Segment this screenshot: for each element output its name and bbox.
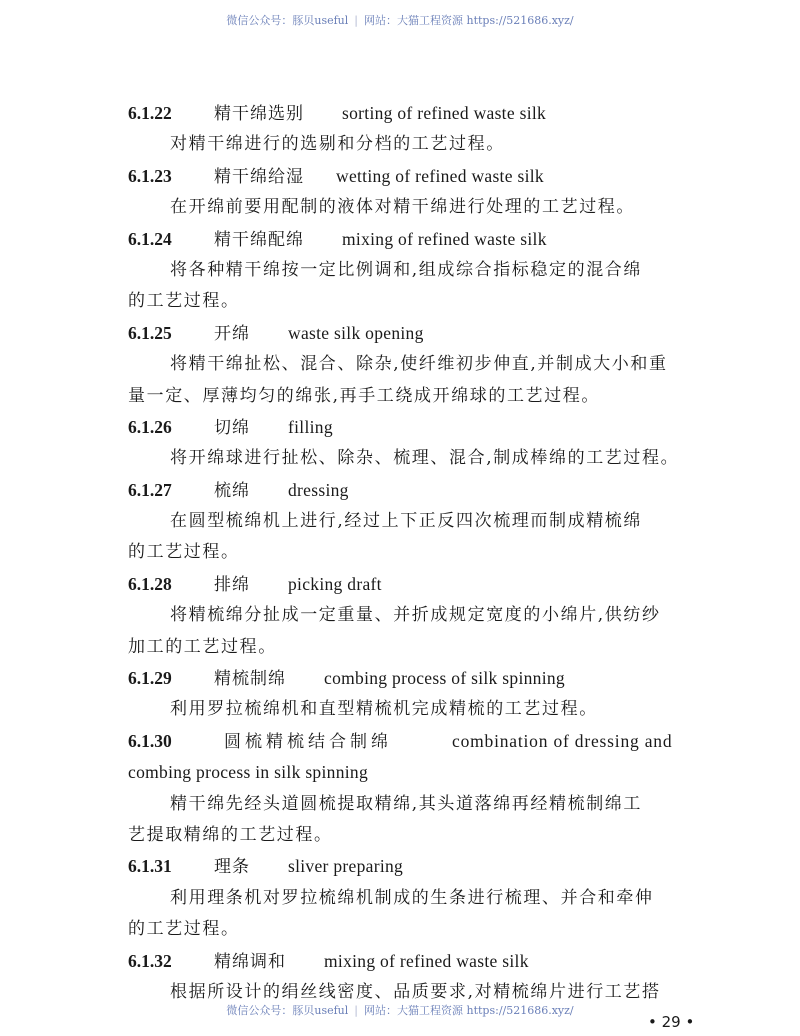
term-heading xyxy=(128,946,718,977)
watermark-wechat: 微信公众号：豚贝useful xyxy=(226,1004,349,1017)
term-heading-cont xyxy=(128,757,718,788)
term-number: 6.1.23 xyxy=(128,165,172,186)
term-heading xyxy=(128,412,718,443)
term-number: 6.1.25 xyxy=(128,322,172,343)
term-definition-cont: 的工艺过程。 xyxy=(128,291,240,312)
term-english: sliver preparing xyxy=(288,856,404,877)
term-number: 6.1.24 xyxy=(128,228,172,249)
term-definition: 将开绵球进行扯松、除杂、梳理、混合,制成棒绵的工艺过程。 xyxy=(170,448,680,469)
watermark-top xyxy=(0,12,800,28)
watermark-separator: | xyxy=(354,14,358,27)
term-definition: 将各种精干绵按一定比例调和,组成综合指标稳定的混合绵 xyxy=(170,259,643,280)
term-number: 6.1.22 xyxy=(128,103,172,123)
term-number: 6.1.28 xyxy=(128,573,172,594)
term-heading xyxy=(128,475,718,506)
term-heading xyxy=(128,663,718,694)
term-definition-cont: 量一定、厚薄均匀的绵张,再手工绕成开绵球的工艺过程。 xyxy=(128,385,601,406)
term-english: dressing xyxy=(288,479,349,500)
term-chinese: 精绵调和 xyxy=(214,951,286,972)
watermark-site: 网站：大猫工程资源 https://521686.xyz/ xyxy=(364,1004,574,1017)
term-number: 6.1.26 xyxy=(128,416,172,437)
term-number: 6.1.27 xyxy=(128,479,172,500)
watermark-separator: | xyxy=(354,1004,358,1017)
term-heading xyxy=(128,98,718,129)
term-number: 6.1.29 xyxy=(128,668,172,689)
term-definition: 将精干绵扯松、混合、除杂,使纤维初步伸直,并制成大小和重 xyxy=(170,354,668,375)
term-definition: 在开绵前要用配制的液体对精干绵进行处理的工艺过程。 xyxy=(170,197,635,218)
term-definition: 利用罗拉梳绵机和直型精梳机完成精梳的工艺过程。 xyxy=(170,699,598,720)
term-heading xyxy=(128,318,718,349)
term-english: mixing of refined waste silk xyxy=(324,950,529,971)
term-definition: 将精梳绵分扯成一定重量、并折成规定宽度的小绵片,供纺纱 xyxy=(170,605,661,626)
term-heading xyxy=(128,569,718,600)
term-chinese: 精干绵给湿 xyxy=(214,166,304,187)
term-definition-cont: 加工的工艺过程。 xyxy=(128,636,277,657)
term-english: sorting of refined waste silk xyxy=(342,103,547,123)
term-chinese: 排绵 xyxy=(214,574,250,595)
term-chinese: 梳绵 xyxy=(214,480,250,501)
term-chinese: 精梳制绵 xyxy=(214,669,286,690)
watermark-site: 网站：大猫工程资源 https://521686.xyz/ xyxy=(364,14,574,27)
term-heading xyxy=(128,161,718,192)
term-heading xyxy=(128,726,718,757)
term-chinese: 理条 xyxy=(214,857,250,878)
term-definition-cont: 艺提取精绵的工艺过程。 xyxy=(128,824,333,845)
term-english: combination of dressing and xyxy=(452,730,673,751)
term-chinese: 圆梳精梳结合制绵 xyxy=(224,731,392,752)
term-english: filling xyxy=(288,416,333,437)
document-body xyxy=(128,98,718,1008)
term-chinese: 切绵 xyxy=(214,417,250,438)
page-number: • 29 • xyxy=(648,1013,695,1031)
term-heading xyxy=(128,851,718,882)
term-chinese: 开绵 xyxy=(214,323,250,344)
term-english: waste silk opening xyxy=(288,322,424,343)
term-definition-cont: 的工艺过程。 xyxy=(128,542,240,563)
term-definition: 利用理条机对罗拉梳绵机制成的生条进行梳理、并合和牵伸 xyxy=(170,887,654,908)
term-number: 6.1.30 xyxy=(128,730,172,751)
term-english: combing process of silk spinning xyxy=(324,668,565,689)
term-definition: 对精干绵进行的选剔和分档的工艺过程。 xyxy=(170,134,505,155)
term-definition: 在圆型梳绵机上进行,经过上下正反四次梳理而制成精梳绵 xyxy=(170,511,643,532)
term-heading xyxy=(128,224,718,255)
term-definition: 根据所设计的绢丝线密度、品质要求,对精梳绵片进行工艺搭 xyxy=(170,981,661,1002)
term-number: 6.1.31 xyxy=(128,856,172,877)
term-english-cont: combing process in silk spinning xyxy=(128,762,369,783)
term-chinese: 精干绵选别 xyxy=(214,104,304,124)
term-number: 6.1.32 xyxy=(128,950,172,971)
term-definition-cont: 的工艺过程。 xyxy=(128,919,240,940)
term-chinese: 精干绵配绵 xyxy=(214,229,304,250)
term-english: picking draft xyxy=(288,573,382,594)
watermark-wechat: 微信公众号：豚贝useful xyxy=(226,14,349,27)
term-definition: 精干绵先经头道圆梳提取精绵,其头道落绵再经精梳制绵工 xyxy=(170,793,643,814)
term-english: wetting of refined waste silk xyxy=(336,165,544,186)
term-english: mixing of refined waste silk xyxy=(342,228,547,249)
